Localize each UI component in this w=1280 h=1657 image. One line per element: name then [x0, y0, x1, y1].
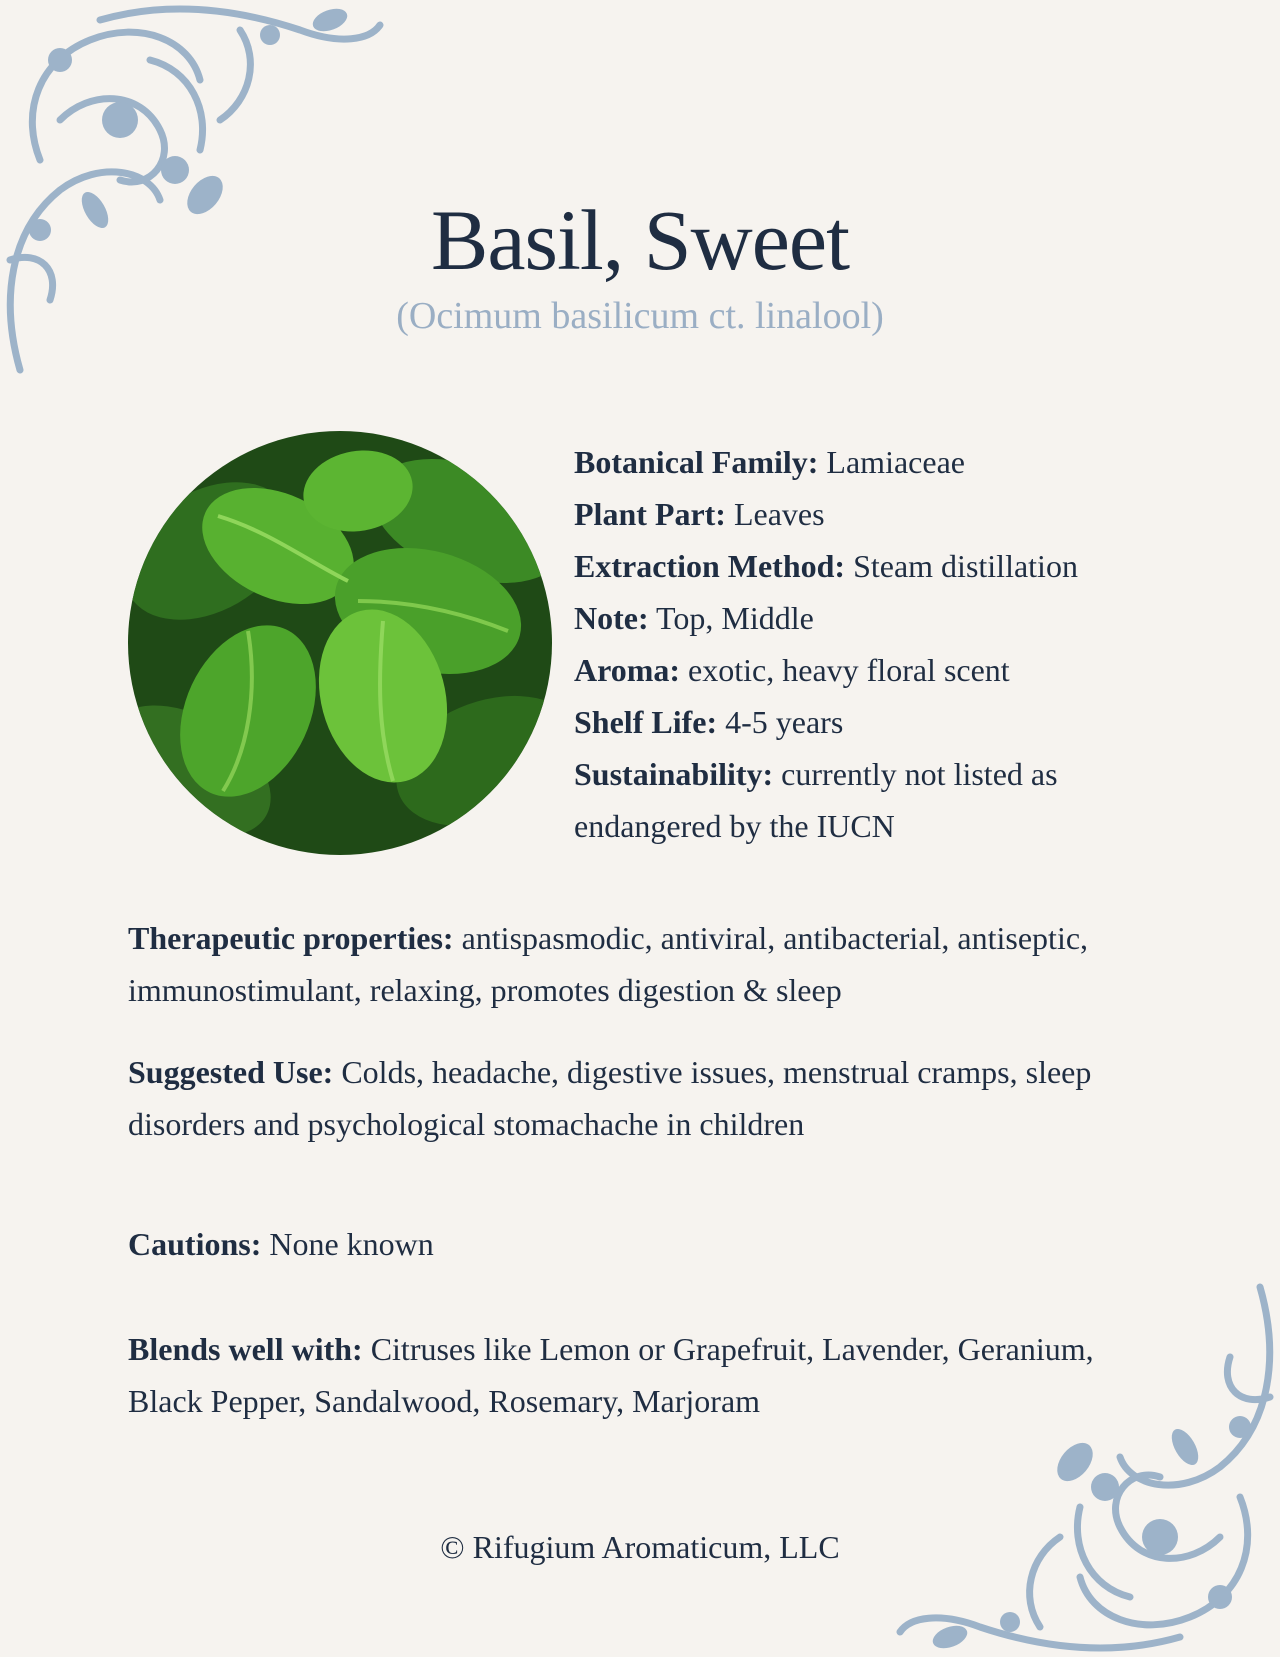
facts-list — [574, 436, 1174, 852]
fact-note: Note: Top, Middle — [574, 600, 814, 636]
copyright-footer: © Rifugium Aromaticum, LLC — [440, 1529, 840, 1565]
therapeutic-properties: Therapeutic properties: antispasmodic, antiviral, antibacterial, antiseptic, immunostimulant, relaxing, promotes digestion & sleep — [128, 920, 1089, 1008]
basil-photo — [128, 431, 552, 855]
fact-plant-part: Plant Part: Leaves — [574, 496, 825, 532]
latin-name: (Ocimum basilicum ct. linalool) — [396, 295, 884, 337]
blends-well-with: Blends well with: Citruses like Lemon or Grapefruit, Lavender, Geranium, Black Pepper, Sandalwood, Rosemary, Marjoram — [128, 1331, 1094, 1419]
fact-extraction-method: Extraction Method: Steam distillation — [574, 548, 1078, 584]
page-title: Basil, Sweet — [431, 192, 849, 288]
cautions: Cautions: None known — [128, 1226, 434, 1262]
suggested-use: Suggested Use: Colds, headache, digestive issues, menstrual cramps, sleep disorders and psychological stomachache in children — [128, 1054, 1092, 1142]
fact-shelf-life: Shelf Life: 4-5 years — [574, 704, 844, 740]
fact-sustainability: Sustainability: currently not listed as endangered by the IUCN — [574, 756, 1058, 844]
basil-leaves-icon — [128, 431, 552, 855]
fact-botanical-family: Botanical Family: Lamiaceae — [574, 444, 965, 480]
fact-aroma: Aroma: exotic, heavy floral scent — [574, 652, 1010, 688]
